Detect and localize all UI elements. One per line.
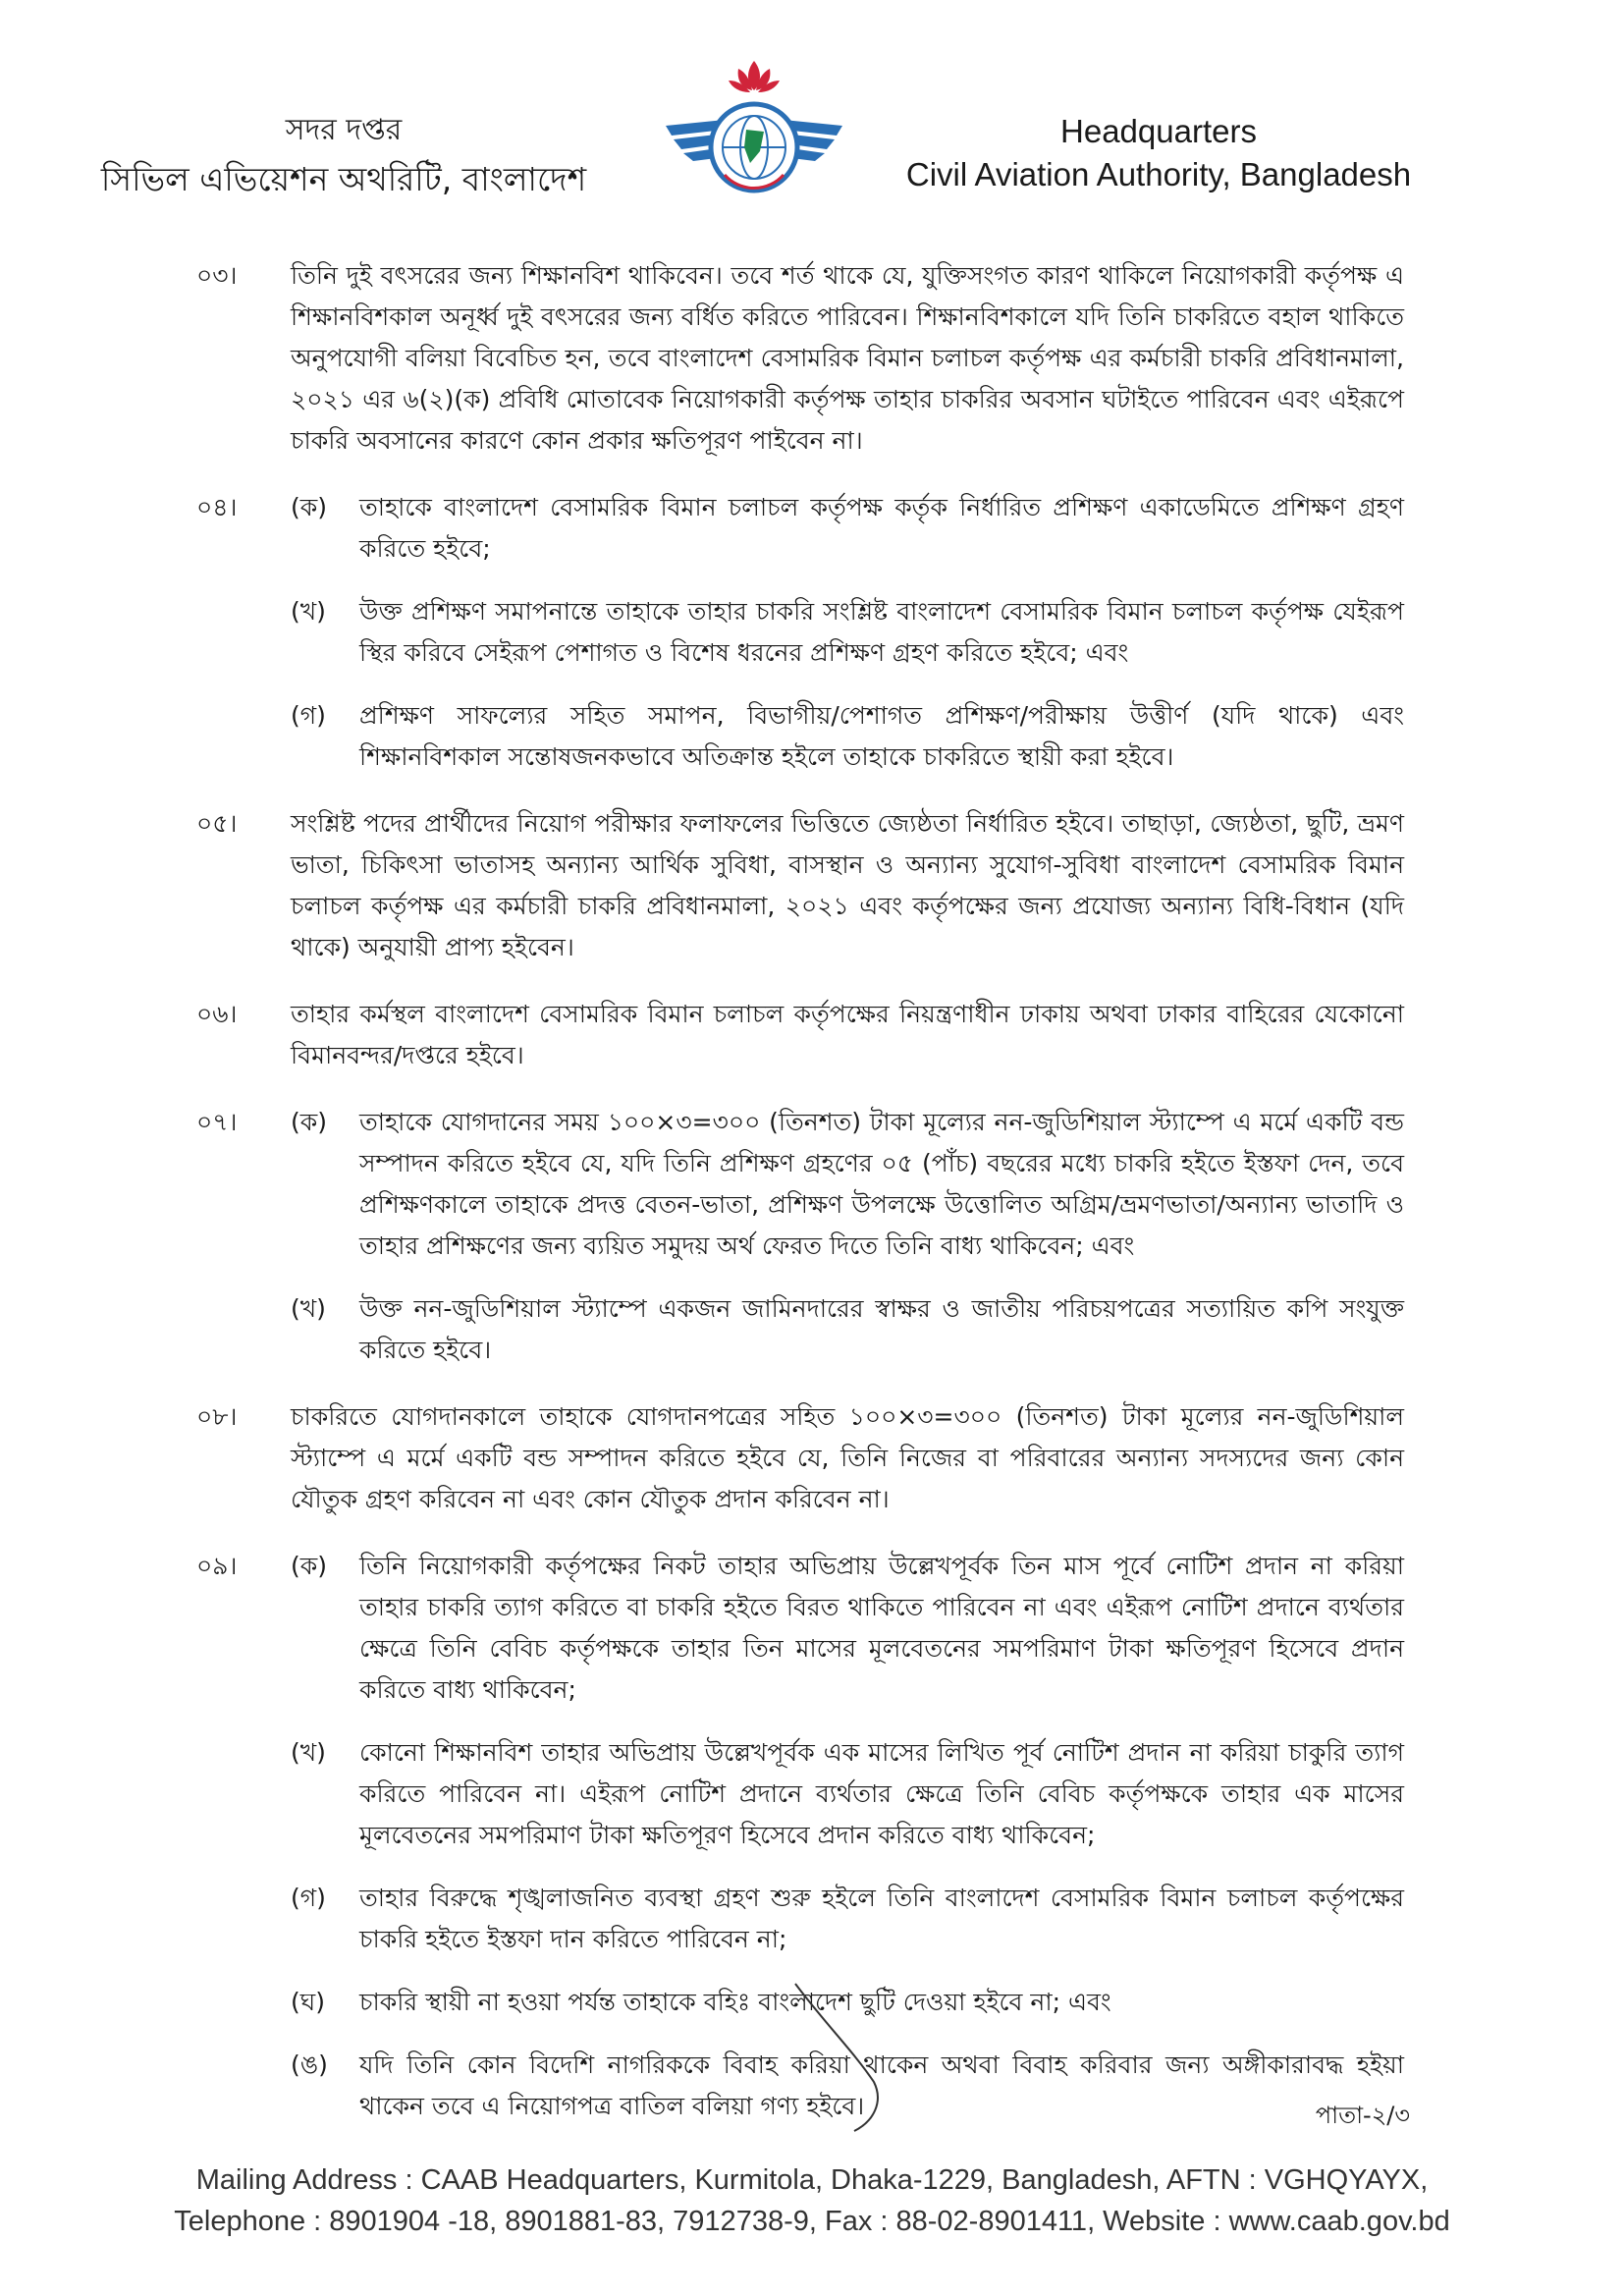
clause-number: ০৬। — [196, 1000, 238, 1028]
header-english — [864, 110, 1453, 196]
sub-clause-text: তাহাকে যোগদানের সময় ১০০×৩=৩০০ (তিনশত) টাকা মূল্যের নন-জুডিশিয়াল স্ট্যাম্পে এ মর্মে একটি বন্ড সম্পাদন করিতে হইবে যে, যদি তিনি প্রশিক্ষণ গ্রহণের ০৫ (পাঁচ) বছরের মধ্যে চাকরি হইতে ইস্তফা দেন, তবে প্রশিক্ষণকালে তাহাকে প্রদত্ত বেতন-ভাতা, প্রশিক্ষণ উপলক্ষে উত্তোলিত অগ্রিম/ভ্রমণভাতা/অন্যান্য ভাতাদি ও তাহার প্রশিক্ষণের জন্য ব্যয়িত সমুদয় অর্থ ফেরত দিতে তিনি বাধ্য থাকিবেন; এবং — [359, 1108, 1404, 1260]
clause — [196, 1396, 1404, 1520]
sub-clause-marker: (ঘ) — [291, 1988, 325, 2016]
clause-number: ০৮। — [196, 1402, 238, 1431]
header-bangla — [69, 108, 619, 206]
footer-contact: Telephone : 8901904 -18, 8901881-83, 7912738-9, Fax : 88-02-8901411, Website : www.caab.gov.bd — [174, 2206, 1450, 2237]
sub-clause-text: প্রশিক্ষণ সাফল্যের সহিত সমাপন, বিভাগীয়/পেশাগত প্রশিক্ষণ/পরীক্ষায় উত্তীর্ণ (যদি থাকে) এবং শিক্ষানবিশকাল সন্তোষজনকভাবে অতিক্রান্ত হইলে তাহাকে চাকরিতে স্থায়ী করা হইবে। — [359, 701, 1404, 771]
clause-text: তাহার কর্মস্থল বাংলাদেশ বেসামরিক বিমান চলাচল কর্তৃপক্ষের নিয়ন্ত্রণাধীন ঢাকায় অথবা ঢাকার বাহিরের যেকোনো বিমানবন্দর/দপ্তরে হইবে। — [291, 1000, 1404, 1069]
sub-clause-text: উক্ত নন-জুডিশিয়াল স্ট্যাম্পে একজন জামিনদারের স্বাক্ষর ও জাতীয় পরিচয়পত্রের সত্যায়িত কপি সংযুক্ত করিতে হইবে। — [359, 1294, 1404, 1364]
footer-mailing-address: Mailing Address : CAAB Headquarters, Kurmitola, Dhaka-1229, Bangladesh, AFTN : VGHQYAYX, — [195, 2164, 1429, 2196]
header-bangla-line1: সদর দপ্তর — [285, 113, 403, 147]
handwritten-mark — [785, 1964, 903, 2141]
sub-clause-text: চাকরি স্থায়ী না হওয়া পর্যন্ত তাহাকে বহিঃ বাংলাদেশ ছুটি দেওয়া হইবে না; এবং — [359, 1988, 1111, 2016]
sub-clause-text: যদি তিনি কোন বিদেশি নাগরিককে বিবাহ করিয়া থাকেন অথবা বিবাহ করিবার জন্য অঙ্গীকারাবদ্ধ হইয়া থাকেন তবে এ নিয়োগপত্র বাতিল বলিয়া গণ্য হইবে। — [359, 2050, 1404, 2120]
header-english-line2: Civil Aviation Authority, Bangladesh — [905, 156, 1412, 192]
header-english-line1: Headquarters — [1060, 113, 1257, 149]
sub-clause — [291, 591, 1404, 674]
sub-clause-marker: (গ) — [291, 701, 326, 730]
sub-clause — [291, 1732, 1404, 1856]
caab-logo — [656, 57, 852, 214]
clause — [196, 1102, 1404, 1371]
sub-clause — [291, 1878, 1404, 1960]
clause — [196, 803, 1404, 968]
sub-clause-text: কোনো শিক্ষানবিশ তাহার অভিপ্রায় উল্লেখপূর্বক এক মাসের লিখিত পূর্ব নোটিশ প্রদান না করিয়া চাকুরি ত্যাগ করিতে পারিবেন না। এইরূপ নোটিশ প্রদানে ব্যর্থতার ক্ষেত্রে তিনি বেবিচ কর্তৃপক্ষকে তাহার এক মাসের মূলবেতনের সমপরিমাণ টাকা ক্ষতিপূরণ হিসেবে প্রদান করিতে বাধ্য থাকিবেন; — [359, 1738, 1404, 1849]
clause-text: সংশ্লিষ্ট পদের প্রার্থীদের নিয়োগ পরীক্ষার ফলাফলের ভিত্তিতে জ্যেষ্ঠতা নির্ধারিত হইবে। তাছাড়া, জ্যেষ্ঠতা, ছুটি, ভ্রমণ ভাতা, চিকিৎসা ভাতাসহ অন্যান্য আর্থিক সুবিধা, বাসস্থান ও অন্যান্য সুযোগ-সুবিধা বাংলাদেশ বেসামরিক বিমান চলাচল কর্তৃপক্ষ এর কর্মচারী চাকরি প্রবিধানমালা, ২০২১ এবং কর্তৃপক্ষের জন্য প্রযোজ্য অন্যান্য বিধি-বিধান (যদি থাকে) অনুযায়ী প্রাপ্য হইবেন। — [291, 809, 1404, 961]
sub-clause-text: তাহাকে বাংলাদেশ বেসামরিক বিমান চলাচল কর্তৃপক্ষ কর্তৃক নির্ধারিত প্রশিক্ষণ একাডেমিতে প্রশিক্ষণ গ্রহণ করিতে হইবে; — [359, 493, 1404, 563]
sub-clause-marker: (খ) — [291, 1294, 326, 1323]
sub-clause-text: উক্ত প্রশিক্ষণ সমাপনান্তে তাহাকে তাহার চাকরি সংশ্লিষ্ট বাংলাদেশ বেসামরিক বিমান চলাচল কর্তৃপক্ষ যেইরূপ স্থির করিবে সেইরূপ পেশাগত ও বিশেষ ধরনের প্রশিক্ষণ গ্রহণ করিতে হইবে; এবং — [359, 597, 1404, 667]
clause-number: ০৫। — [196, 809, 238, 838]
sub-clause — [291, 1102, 1404, 1267]
clause — [196, 255, 1404, 462]
letter-body — [196, 255, 1404, 2153]
sub-clause-text: তাহার বিরুদ্ধে শৃঙ্খলাজনিত ব্যবস্থা গ্রহণ শুরু হইলে তিনি বাংলাদেশ বেসামরিক বিমান চলাচল কর্তৃপক্ষের চাকরি হইতে ইস্তফা দান করিতে পারিবেন না; — [359, 1884, 1404, 1953]
sub-clause-marker: (ক) — [291, 493, 327, 521]
sub-clause-marker: (খ) — [291, 597, 326, 626]
clause-number: ০৭। — [196, 1108, 238, 1136]
sub-clause — [291, 1288, 1404, 1371]
sub-clause-marker: (ক) — [291, 1552, 327, 1580]
clause — [196, 487, 1404, 778]
sub-clause — [291, 695, 1404, 778]
clause-text: চাকরিতে যোগদানকালে তাহাকে যোগদানপত্রের সহিত ১০০×৩=৩০০ (তিনশত) টাকা মূল্যের নন-জুডিশিয়াল স্ট্যাম্পে এ মর্মে একটি বন্ড সম্পাদন করিতে হইবে যে, তিনি নিজের বা পরিবারের অন্যান্য সদস্যদের জন্য কোন যৌতুক গ্রহণ করিবেন না এবং কোন যৌতুক প্রদান করিবেন না। — [291, 1402, 1404, 1513]
page-number: পাতা-২/৩ — [1315, 2102, 1410, 2129]
header-bangla-line2: সিভিল এভিয়েশন অথরিটি, বাংলাদেশ — [100, 160, 587, 198]
clause-number: ০৪। — [196, 493, 238, 521]
sub-clause — [291, 1546, 1404, 1711]
sub-clause-marker: (ক) — [291, 1108, 327, 1136]
sub-clause-text: তিনি নিয়োগকারী কর্তৃপক্ষের নিকট তাহার অভিপ্রায় উল্লেখপূর্বক তিন মাস পূর্বে নোটিশ প্রদান না করিয়া তাহার চাকরি ত্যাগ করিতে বা চাকরি হইতে বিরত থাকিতে পারিবেন না এবং এইরূপ নোটিশ প্রদানে ব্যর্থতার ক্ষেত্রে তিনি বেবিচ কর্তৃপক্ষকে তাহার তিন মাসের মূলবেতনের সমপরিমাণ টাকা ক্ষতিপূরণ হিসেবে প্রদান করিতে বাধ্য থাকিবেন; — [359, 1552, 1404, 1704]
clause-text: তিনি দুই বৎসরের জন্য শিক্ষানবিশ থাকিবেন। তবে শর্ত থাকে যে, যুক্তিসংগত কারণ থাকিলে নিয়োগকারী কর্তৃপক্ষ এ শিক্ষানবিশকাল অনূর্ধ্ব দুই বৎসরের জন্য বর্ধিত করিতে পারিবেন। শিক্ষানবিশকালে যদি তিনি চাকরিতে বহাল থাকিতে অনুপযোগী বলিয়া বিবেচিত হন, তবে বাংলাদেশ বেসামরিক বিমান চলাচল কর্তৃপক্ষ এর কর্মচারী চাকরি প্রবিধানমালা, ২০২১ এর ৬(২)(ক) প্রবিধি মোতাবেক নিয়োগকারী কর্তৃপক্ষ তাহার চাকরির অবসান ঘটাইতে পারিবেন এবং এইরূপে চাকরি অবসানের কারণে কোন প্রকার ক্ষতিপূরণ পাইবেন না। — [291, 261, 1404, 455]
sub-clause-marker: (ঙ) — [291, 2050, 328, 2079]
clause — [196, 994, 1404, 1076]
clause-number: ০৯। — [196, 1552, 238, 1580]
sub-clause-marker: (গ) — [291, 1884, 326, 1912]
sub-clause — [291, 487, 1404, 570]
sub-clause-marker: (খ) — [291, 1738, 326, 1767]
clause-number: ০৩। — [196, 261, 238, 290]
